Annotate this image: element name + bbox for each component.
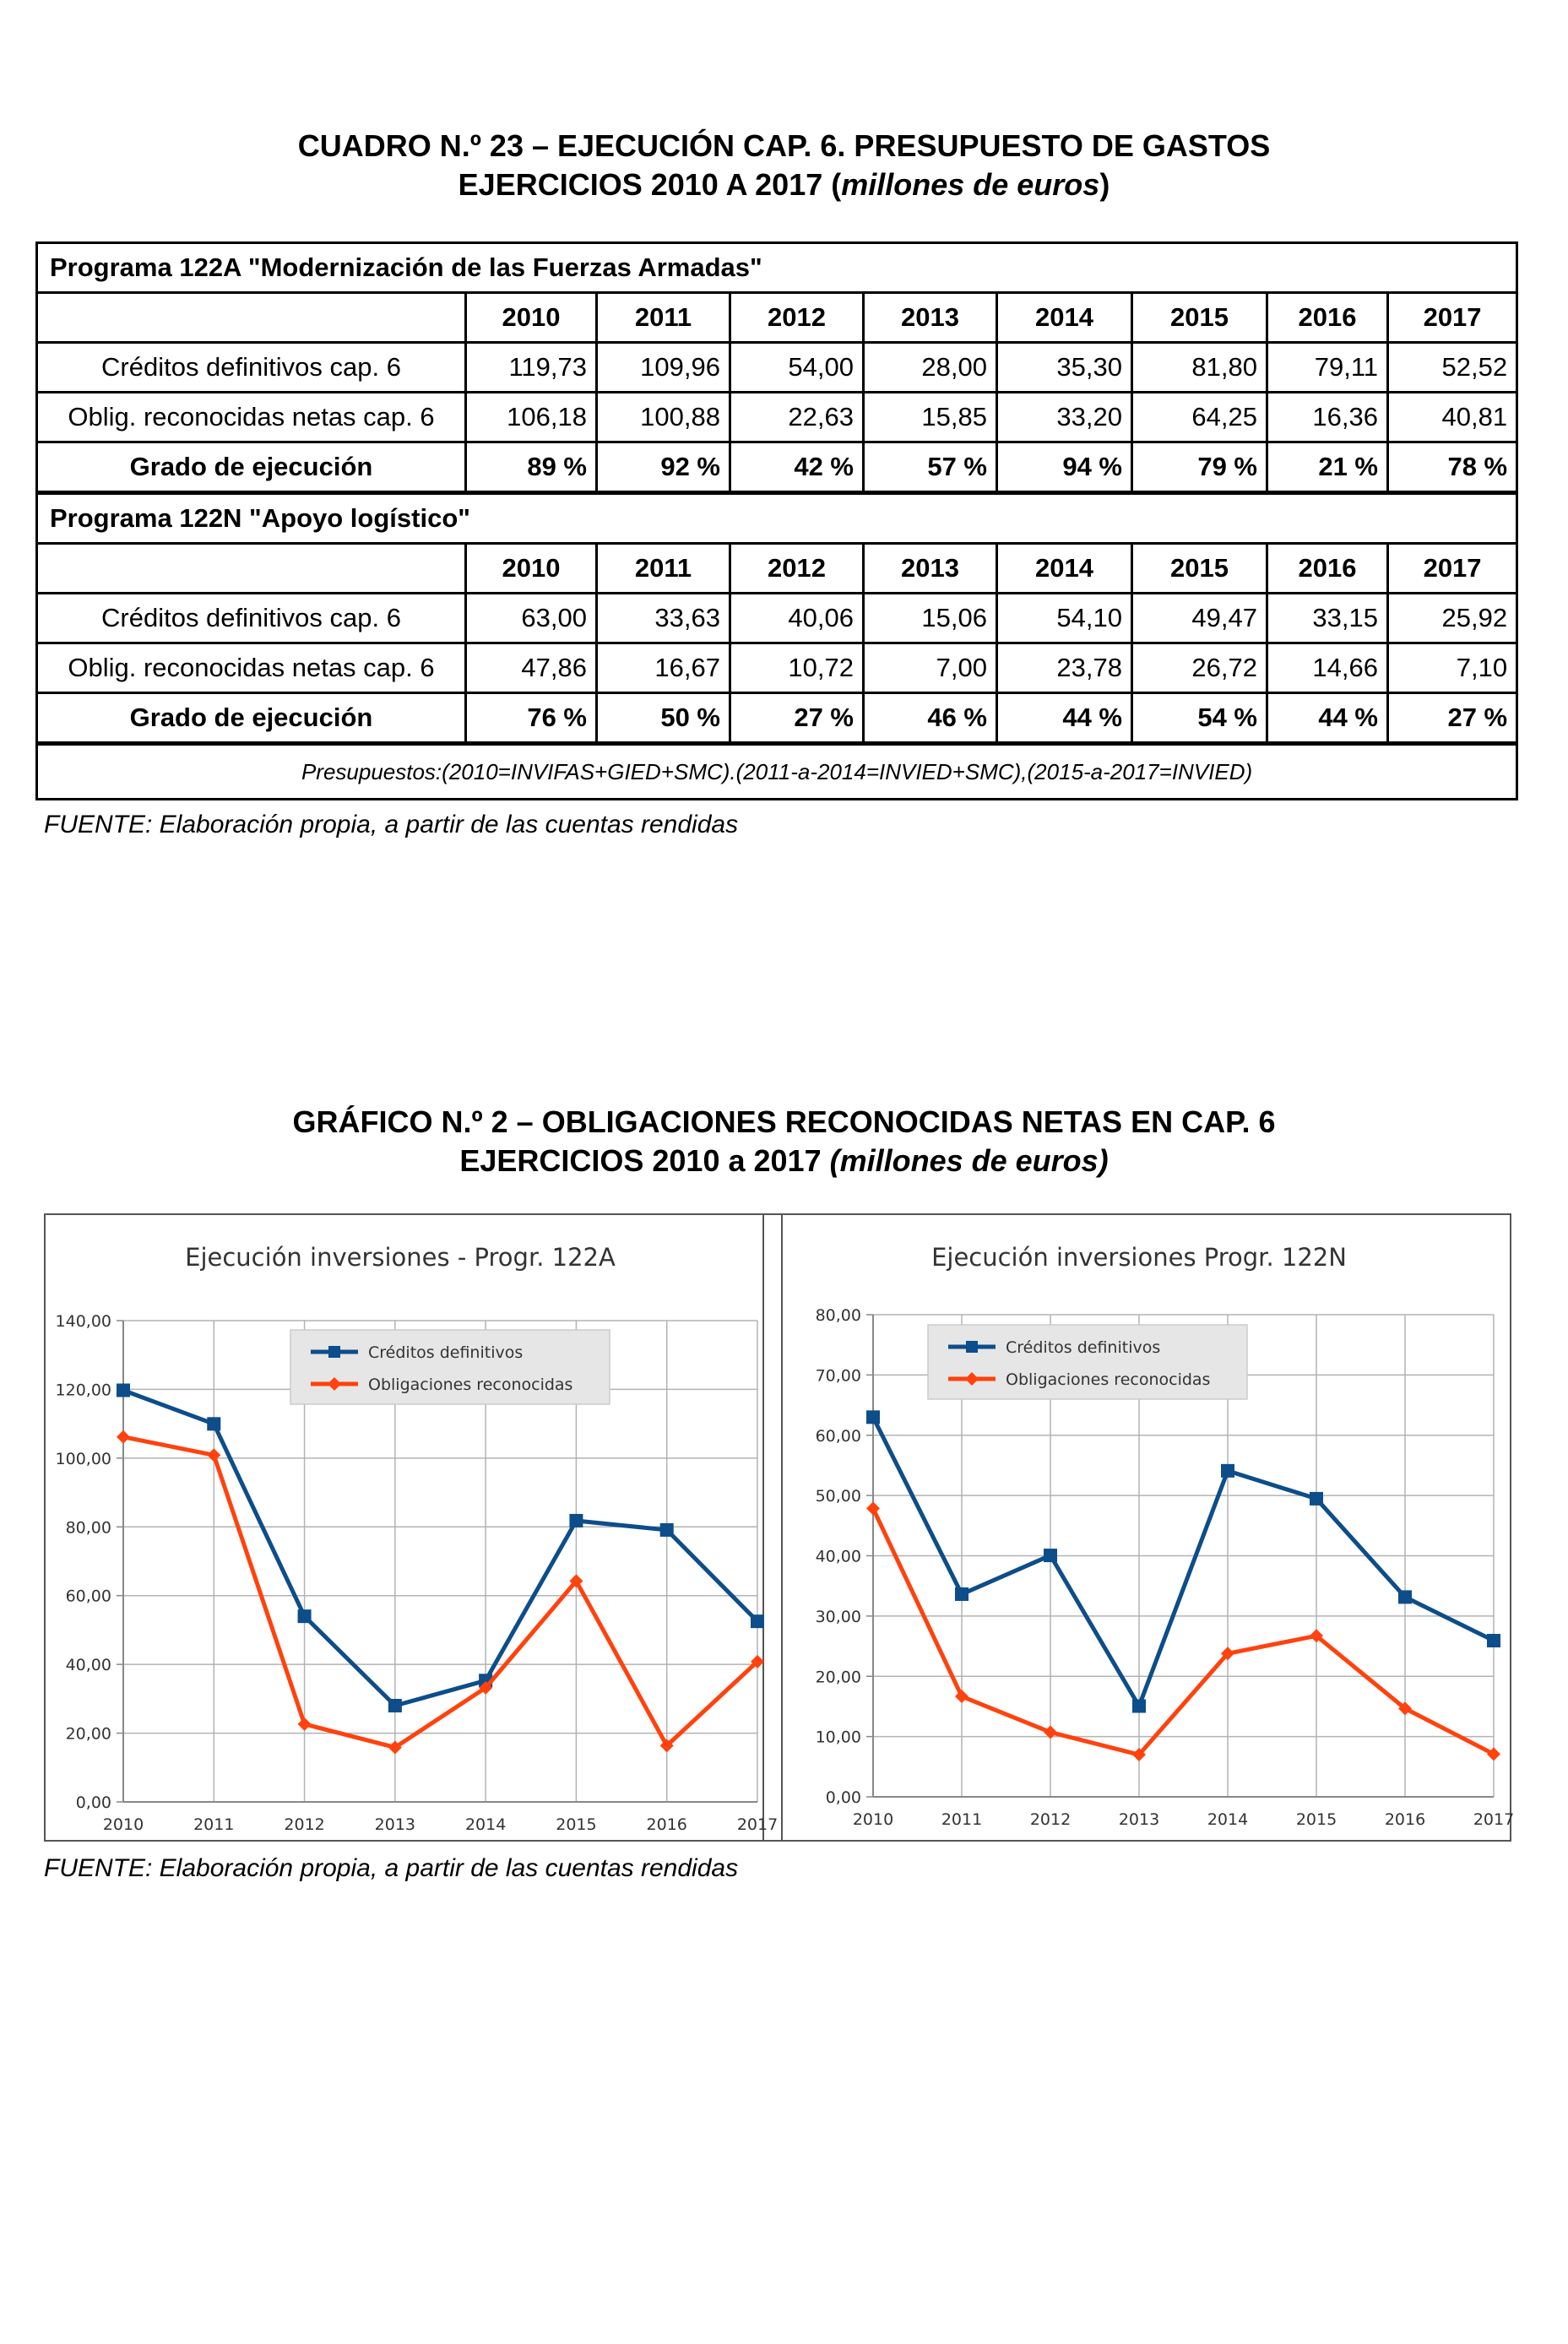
table-row (37, 643, 1517, 693)
y-tick-label: 60,00 (65, 1587, 111, 1606)
table-cell: 21 % (1267, 442, 1388, 493)
x-tick-label: 2011 (193, 1815, 235, 1834)
y-tick-label: 40,00 (65, 1656, 111, 1675)
table-cell: 79 % (1132, 442, 1267, 493)
legend-marker-creditos (328, 1346, 340, 1358)
year-header-cell: 2016 (1267, 293, 1388, 343)
y-tick-label: 20,00 (815, 1668, 861, 1687)
table-cell: 27 % (730, 693, 864, 744)
program-header-row (37, 493, 1517, 544)
x-tick-label: 2010 (102, 1815, 144, 1834)
y-tick-label: 30,00 (815, 1607, 861, 1626)
table-cell: 63,00 (466, 594, 597, 643)
table-row (37, 442, 1517, 493)
y-tick-label: 80,00 (65, 1518, 111, 1538)
table-row (37, 343, 1517, 393)
year-header-cell: 2013 (864, 293, 997, 343)
table-row (37, 693, 1517, 744)
program-name: Programa 122N "Apoyo logístico" (37, 493, 1517, 544)
data-point-obligaciones (955, 1690, 968, 1703)
row-label: Créditos definitivos cap. 6 (37, 343, 466, 393)
table-title-line2-main: EJERCICIOS 2010 A 2017 ( (458, 167, 842, 202)
x-tick-label: 2017 (1473, 1810, 1515, 1829)
chart-122a (46, 1215, 779, 1840)
y-tick-label: 10,00 (815, 1728, 861, 1747)
table-cell: 7,10 (1388, 643, 1517, 693)
x-tick-label: 2010 (852, 1810, 894, 1829)
table-cell: 16,67 (597, 643, 730, 693)
table-cell: 78 % (1388, 442, 1517, 493)
y-tick-label: 80,00 (815, 1306, 861, 1325)
y-tick-label: 120,00 (55, 1381, 111, 1400)
table-title-line2 (0, 165, 1568, 204)
table-cell: 23,78 (997, 643, 1132, 693)
year-header-cell: 2012 (730, 544, 864, 594)
y-tick-label: 50,00 (815, 1487, 861, 1506)
table-cell: 92 % (597, 442, 730, 493)
data-point-creditos (866, 1410, 880, 1424)
legend-label: Obligaciones reconocidas (368, 1375, 573, 1394)
year-header-cell: 2015 (1132, 544, 1267, 594)
chart-title: Ejecución inversiones Progr. 122N (931, 1243, 1347, 1272)
table-cell: 57 % (864, 442, 997, 493)
program-name: Programa 122A "Modernización de las Fuerzas Armadas" (37, 243, 1517, 293)
legend-label: Créditos definitivos (368, 1343, 524, 1362)
graph-source: FUENTE: Elaboración propia, a partir de las cuentas rendidas (44, 1854, 739, 1882)
data-point-creditos (1221, 1464, 1234, 1478)
data-point-creditos (207, 1417, 220, 1430)
x-tick-label: 2013 (374, 1815, 416, 1834)
year-header-cell: 2016 (1267, 544, 1388, 594)
table-row (37, 393, 1517, 442)
table-cell: 119,73 (466, 343, 597, 393)
table-cell: 64,25 (1132, 393, 1267, 442)
table-cell: 14,66 (1267, 643, 1388, 693)
graph-title-line2 (0, 1142, 1568, 1180)
y-tick-label: 140,00 (55, 1312, 111, 1331)
table-cell: 109,96 (597, 343, 730, 393)
table-source: FUENTE: Elaboración propia, a partir de las cuentas rendidas (44, 811, 739, 838)
data-point-obligaciones (207, 1448, 220, 1462)
graph-title-line1: GRÁFICO N.º 2 – OBLIGACIONES RECONOCIDAS NETAS EN CAP. 6 (292, 1104, 1276, 1139)
year-header-cell: 2014 (997, 544, 1132, 594)
x-tick-label: 2017 (736, 1815, 779, 1834)
x-tick-label: 2015 (1295, 1810, 1337, 1829)
table-cell: 94 % (997, 442, 1132, 493)
legend-label: Créditos definitivos (1006, 1338, 1161, 1357)
year-header-cell: 2011 (597, 544, 730, 594)
chart-122n (784, 1215, 1515, 1840)
data-point-creditos (751, 1614, 764, 1628)
year-header-cell: 2017 (1388, 293, 1517, 343)
data-point-creditos (388, 1699, 402, 1712)
y-tick-label: 70,00 (815, 1366, 861, 1386)
series-line (123, 1391, 757, 1706)
table-cell: 81,80 (1132, 343, 1267, 393)
table-cell: 10,72 (730, 643, 864, 693)
data-point-creditos (117, 1384, 130, 1397)
data-point-obligaciones (866, 1501, 880, 1515)
table-cell: 100,88 (597, 393, 730, 442)
series-line (873, 1417, 1494, 1706)
year-header-cell: 2010 (466, 293, 597, 343)
program-header-row (37, 243, 1517, 293)
data-point-creditos (1487, 1634, 1500, 1647)
table-cell: 54,10 (997, 594, 1132, 643)
table-cell: 33,20 (997, 393, 1132, 442)
table-cell: 42 % (730, 442, 864, 493)
table-title-line2-end: ) (1099, 167, 1110, 202)
y-tick-label: 100,00 (55, 1449, 111, 1468)
chart-title: Ejecución inversiones - Progr. 122A (185, 1243, 616, 1272)
table-cell: 26,72 (1132, 643, 1267, 693)
table-cell: 40,06 (730, 594, 864, 643)
row-label: Grado de ejecución (37, 442, 466, 493)
empty-header-cell (37, 293, 466, 343)
chart-legend (928, 1325, 1247, 1399)
row-label: Oblig. reconocidas netas cap. 6 (37, 393, 466, 442)
table-cell: 79,11 (1267, 343, 1388, 393)
table-cell: 44 % (1267, 693, 1388, 744)
row-label: Oblig. reconocidas netas cap. 6 (37, 643, 466, 693)
graph-title-line2-italic: (millones de euros) (829, 1143, 1109, 1178)
data-point-creditos (569, 1514, 583, 1527)
table-cell: 46 % (864, 693, 997, 744)
year-header-cell: 2015 (1132, 293, 1267, 343)
x-tick-label: 2011 (941, 1810, 983, 1829)
chart-legend (290, 1330, 610, 1404)
table-row (37, 594, 1517, 643)
data-point-creditos (660, 1523, 674, 1537)
table-cell: 40,81 (1388, 393, 1517, 442)
note-row (37, 744, 1517, 800)
x-tick-label: 2012 (284, 1815, 325, 1834)
year-header-cell: 2010 (466, 544, 597, 594)
legend-marker-creditos (966, 1341, 978, 1353)
year-header-cell: 2014 (997, 293, 1132, 343)
table-cell: 33,15 (1267, 594, 1388, 643)
y-tick-label: 0,00 (75, 1793, 111, 1812)
data-point-creditos (1044, 1549, 1057, 1562)
table-cell: 15,85 (864, 393, 997, 442)
x-tick-label: 2016 (646, 1815, 687, 1834)
x-tick-label: 2016 (1384, 1810, 1426, 1829)
table-cell: 25,92 (1388, 594, 1517, 643)
data-point-obligaciones (298, 1717, 312, 1731)
table-cell: 47,86 (466, 643, 597, 693)
year-header-cell: 2011 (597, 293, 730, 343)
data-point-creditos (1132, 1700, 1146, 1713)
table-cell: 106,18 (466, 393, 597, 442)
table-cell: 27 % (1388, 693, 1517, 744)
table-cell: 54 % (1132, 693, 1267, 744)
table-cell: 35,30 (997, 343, 1132, 393)
table-cell: 16,36 (1267, 393, 1388, 442)
row-label: Créditos definitivos cap. 6 (37, 594, 466, 643)
x-tick-label: 2015 (556, 1815, 597, 1834)
table-cell: 89 % (466, 442, 597, 493)
table-cell: 33,63 (597, 594, 730, 643)
year-header-row (37, 293, 1517, 343)
graph-title-line2-main: EJERCICIOS 2010 a 2017 (459, 1143, 830, 1178)
table-cell: 52,52 (1388, 343, 1517, 393)
data-point-creditos (955, 1587, 968, 1601)
data-point-creditos (298, 1609, 312, 1623)
table-cell: 15,06 (864, 594, 997, 643)
x-tick-label: 2013 (1118, 1810, 1160, 1829)
year-header-cell: 2017 (1388, 544, 1517, 594)
year-header-row (37, 544, 1517, 594)
y-tick-label: 20,00 (65, 1724, 111, 1744)
row-label: Grado de ejecución (37, 693, 466, 744)
x-tick-label: 2012 (1029, 1810, 1072, 1829)
year-header-cell: 2012 (730, 293, 864, 343)
execution-table (35, 241, 1518, 800)
y-tick-label: 0,00 (825, 1788, 861, 1807)
y-tick-label: 60,00 (815, 1426, 861, 1446)
table-cell: 49,47 (1132, 594, 1267, 643)
data-point-creditos (1398, 1590, 1412, 1603)
table-cell: 76 % (466, 693, 597, 744)
series-line (873, 1508, 1494, 1755)
series-line (123, 1437, 757, 1748)
x-tick-label: 2014 (1207, 1810, 1249, 1829)
data-point-obligaciones (117, 1430, 130, 1444)
empty-header-cell (37, 544, 466, 594)
y-tick-label: 40,00 (815, 1547, 861, 1566)
data-point-creditos (1310, 1492, 1323, 1506)
legend-label: Obligaciones reconocidas (1006, 1370, 1211, 1389)
table-cell: 28,00 (864, 343, 997, 393)
year-header-cell: 2013 (864, 544, 997, 594)
table-cell: 50 % (597, 693, 730, 744)
table-cell: 54,00 (730, 343, 864, 393)
table-cell: 44 % (997, 693, 1132, 744)
table-title-line2-italic: millones de euros (841, 167, 1100, 202)
table-cell: 7,00 (864, 643, 997, 693)
budget-note: Presupuestos:(2010=INVIFAS+GIED+SMC).(2011-a-2014=INVIED+SMC),(2015-a-2017=INVIED) (37, 744, 1517, 800)
table-cell: 22,63 (730, 393, 864, 442)
table-title-line1: CUADRO N.º 23 – EJECUCIÓN CAP. 6. PRESUPUESTO DE GASTOS (297, 128, 1271, 163)
x-tick-label: 2014 (464, 1815, 507, 1834)
